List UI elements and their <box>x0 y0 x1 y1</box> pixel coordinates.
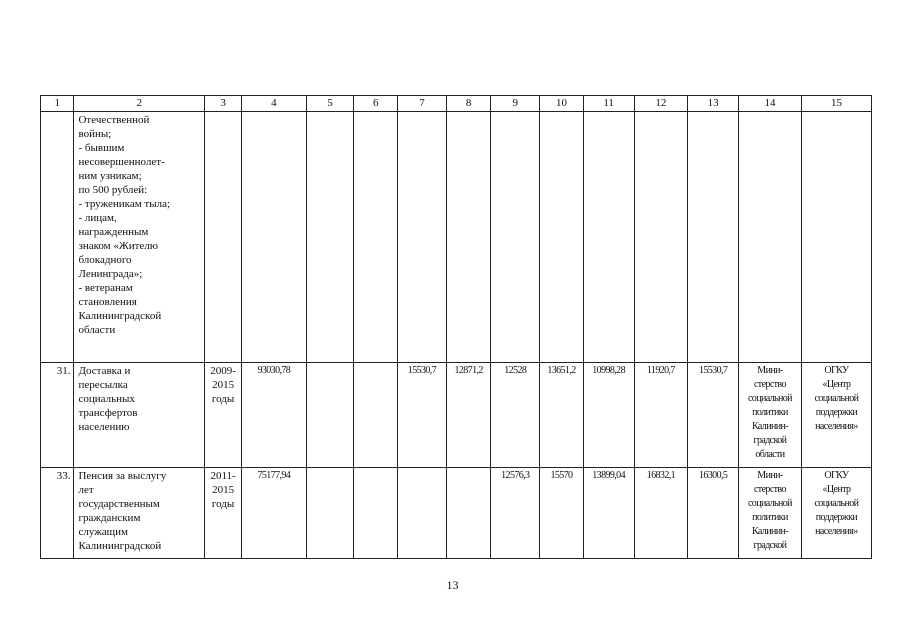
row-value-col10: 13651,2 <box>540 363 584 468</box>
row-value-col12: 11920,7 <box>634 363 688 468</box>
header-cell: 4 <box>241 96 306 112</box>
text-line: населения» <box>815 421 858 432</box>
row-period <box>205 468 242 559</box>
row-value-col7 <box>398 468 447 559</box>
header-cell: 10 <box>540 96 584 112</box>
text-line: поддержки <box>815 512 858 523</box>
text-line: области <box>78 324 116 336</box>
header-cell: 8 <box>446 96 491 112</box>
row-recipient <box>801 363 871 468</box>
table-row <box>41 363 872 468</box>
text-line: несовершеннолет- <box>78 156 165 168</box>
header-cell: 12 <box>634 96 688 112</box>
text-line: Калининградской <box>78 310 162 322</box>
text-line: ним узникам; <box>78 170 142 182</box>
header-cell: 6 <box>354 96 398 112</box>
row-value-col13: 15530,7 <box>688 363 739 468</box>
text-line: Мини- <box>757 470 783 481</box>
table-row <box>41 468 872 559</box>
text-line: по 500 рублей: <box>78 184 148 196</box>
row-period <box>205 363 242 468</box>
header-cell: 14 <box>738 96 801 112</box>
text-line: населения» <box>815 526 858 537</box>
text-line: пересылка <box>78 379 128 391</box>
text-line: социальной <box>814 393 859 404</box>
text-line: Калининградской <box>78 540 162 552</box>
text-line: 2009- <box>210 365 236 377</box>
text-line: социальной <box>747 498 792 509</box>
row-value-col6 <box>354 468 398 559</box>
text-line: области <box>755 449 785 460</box>
text-line: знаком «Жителю <box>78 240 159 252</box>
text-line: поддержки <box>815 407 858 418</box>
row-value-col12: 16832,1 <box>634 468 688 559</box>
header-cell: 15 <box>801 96 871 112</box>
text-line: лет <box>78 484 94 496</box>
table-header-row <box>41 96 872 112</box>
text-line: политики <box>752 407 788 418</box>
text-line: служащим <box>78 526 128 538</box>
text-line: градской <box>753 435 787 446</box>
row-total: 75177,94 <box>241 468 306 559</box>
header-cell: 2 <box>74 96 205 112</box>
text-line: - бывшим <box>78 142 125 154</box>
text-line: 2015 <box>212 484 235 496</box>
text-line: 2011- <box>210 470 236 482</box>
header-cell: 1 <box>41 96 74 112</box>
text-line: награжденным <box>78 226 149 238</box>
text-line: трансфертов <box>78 407 138 419</box>
text-line: социальной <box>814 498 859 509</box>
row-number: 33. <box>41 468 74 559</box>
row-value-col7: 15530,7 <box>398 363 447 468</box>
text-line: - труженикам тыла; <box>78 198 171 210</box>
row-value-col9: 12576,3 <box>491 468 540 559</box>
row-value-col11: 13899,04 <box>583 468 634 559</box>
continuation-text-cell <box>74 112 205 363</box>
text-line: Доставка и <box>78 365 131 377</box>
program-table <box>40 95 872 559</box>
text-line: социальной <box>747 393 792 404</box>
row-value-col6 <box>354 363 398 468</box>
text-line: годы <box>211 498 235 510</box>
text-line: стерство <box>753 379 786 390</box>
text-line: Пенсия за выслугу <box>78 470 167 482</box>
text-line: - ветеранам <box>78 282 133 294</box>
text-line: - лицам, <box>78 212 117 224</box>
text-line: государственным <box>78 498 160 510</box>
row-value-col5 <box>306 468 354 559</box>
row-value-col8: 12871,2 <box>446 363 491 468</box>
text-line: «Центр <box>822 484 851 495</box>
text-line: войны; <box>78 128 112 140</box>
text-line: градской <box>753 540 787 551</box>
row-executor <box>738 363 801 468</box>
row-number: 31. <box>41 363 74 468</box>
text-line: политики <box>752 512 788 523</box>
row-name <box>74 468 205 559</box>
text-line: Отечественной <box>78 114 150 126</box>
text-line: гражданским <box>78 512 141 524</box>
page-number: 13 <box>446 578 459 592</box>
text-line: Калинин- <box>751 526 788 537</box>
header-cell: 13 <box>688 96 739 112</box>
row-value-col13: 16300,5 <box>688 468 739 559</box>
row-value-col9: 12528 <box>491 363 540 468</box>
header-cell: 9 <box>491 96 540 112</box>
header-cell: 5 <box>306 96 354 112</box>
text-line: становления <box>78 296 137 308</box>
text-line: социальных <box>78 393 135 405</box>
text-line: ОГКУ <box>824 365 849 376</box>
row-total: 93030,78 <box>241 363 306 468</box>
text-line: Калинин- <box>751 421 788 432</box>
text-line: Ленинграда»; <box>78 268 143 280</box>
header-cell: 7 <box>398 96 447 112</box>
row-value-col5 <box>306 363 354 468</box>
text-line: блокадного <box>78 254 132 266</box>
row-value-col10: 15570 <box>540 468 584 559</box>
text-line: Мини- <box>757 365 783 376</box>
row-value-col8 <box>446 468 491 559</box>
continuation-row <box>41 112 872 363</box>
text-line: стерство <box>753 484 786 495</box>
row-recipient <box>801 468 871 559</box>
text-line: ОГКУ <box>824 470 849 481</box>
row-executor <box>738 468 801 559</box>
text-line: годы <box>211 393 235 405</box>
text-line: 2015 <box>212 379 235 391</box>
text-line: населению <box>78 421 130 433</box>
row-value-col11: 10998,28 <box>583 363 634 468</box>
text-line: «Центр <box>822 379 851 390</box>
header-cell: 3 <box>205 96 242 112</box>
row-name <box>74 363 205 468</box>
header-cell: 11 <box>583 96 634 112</box>
